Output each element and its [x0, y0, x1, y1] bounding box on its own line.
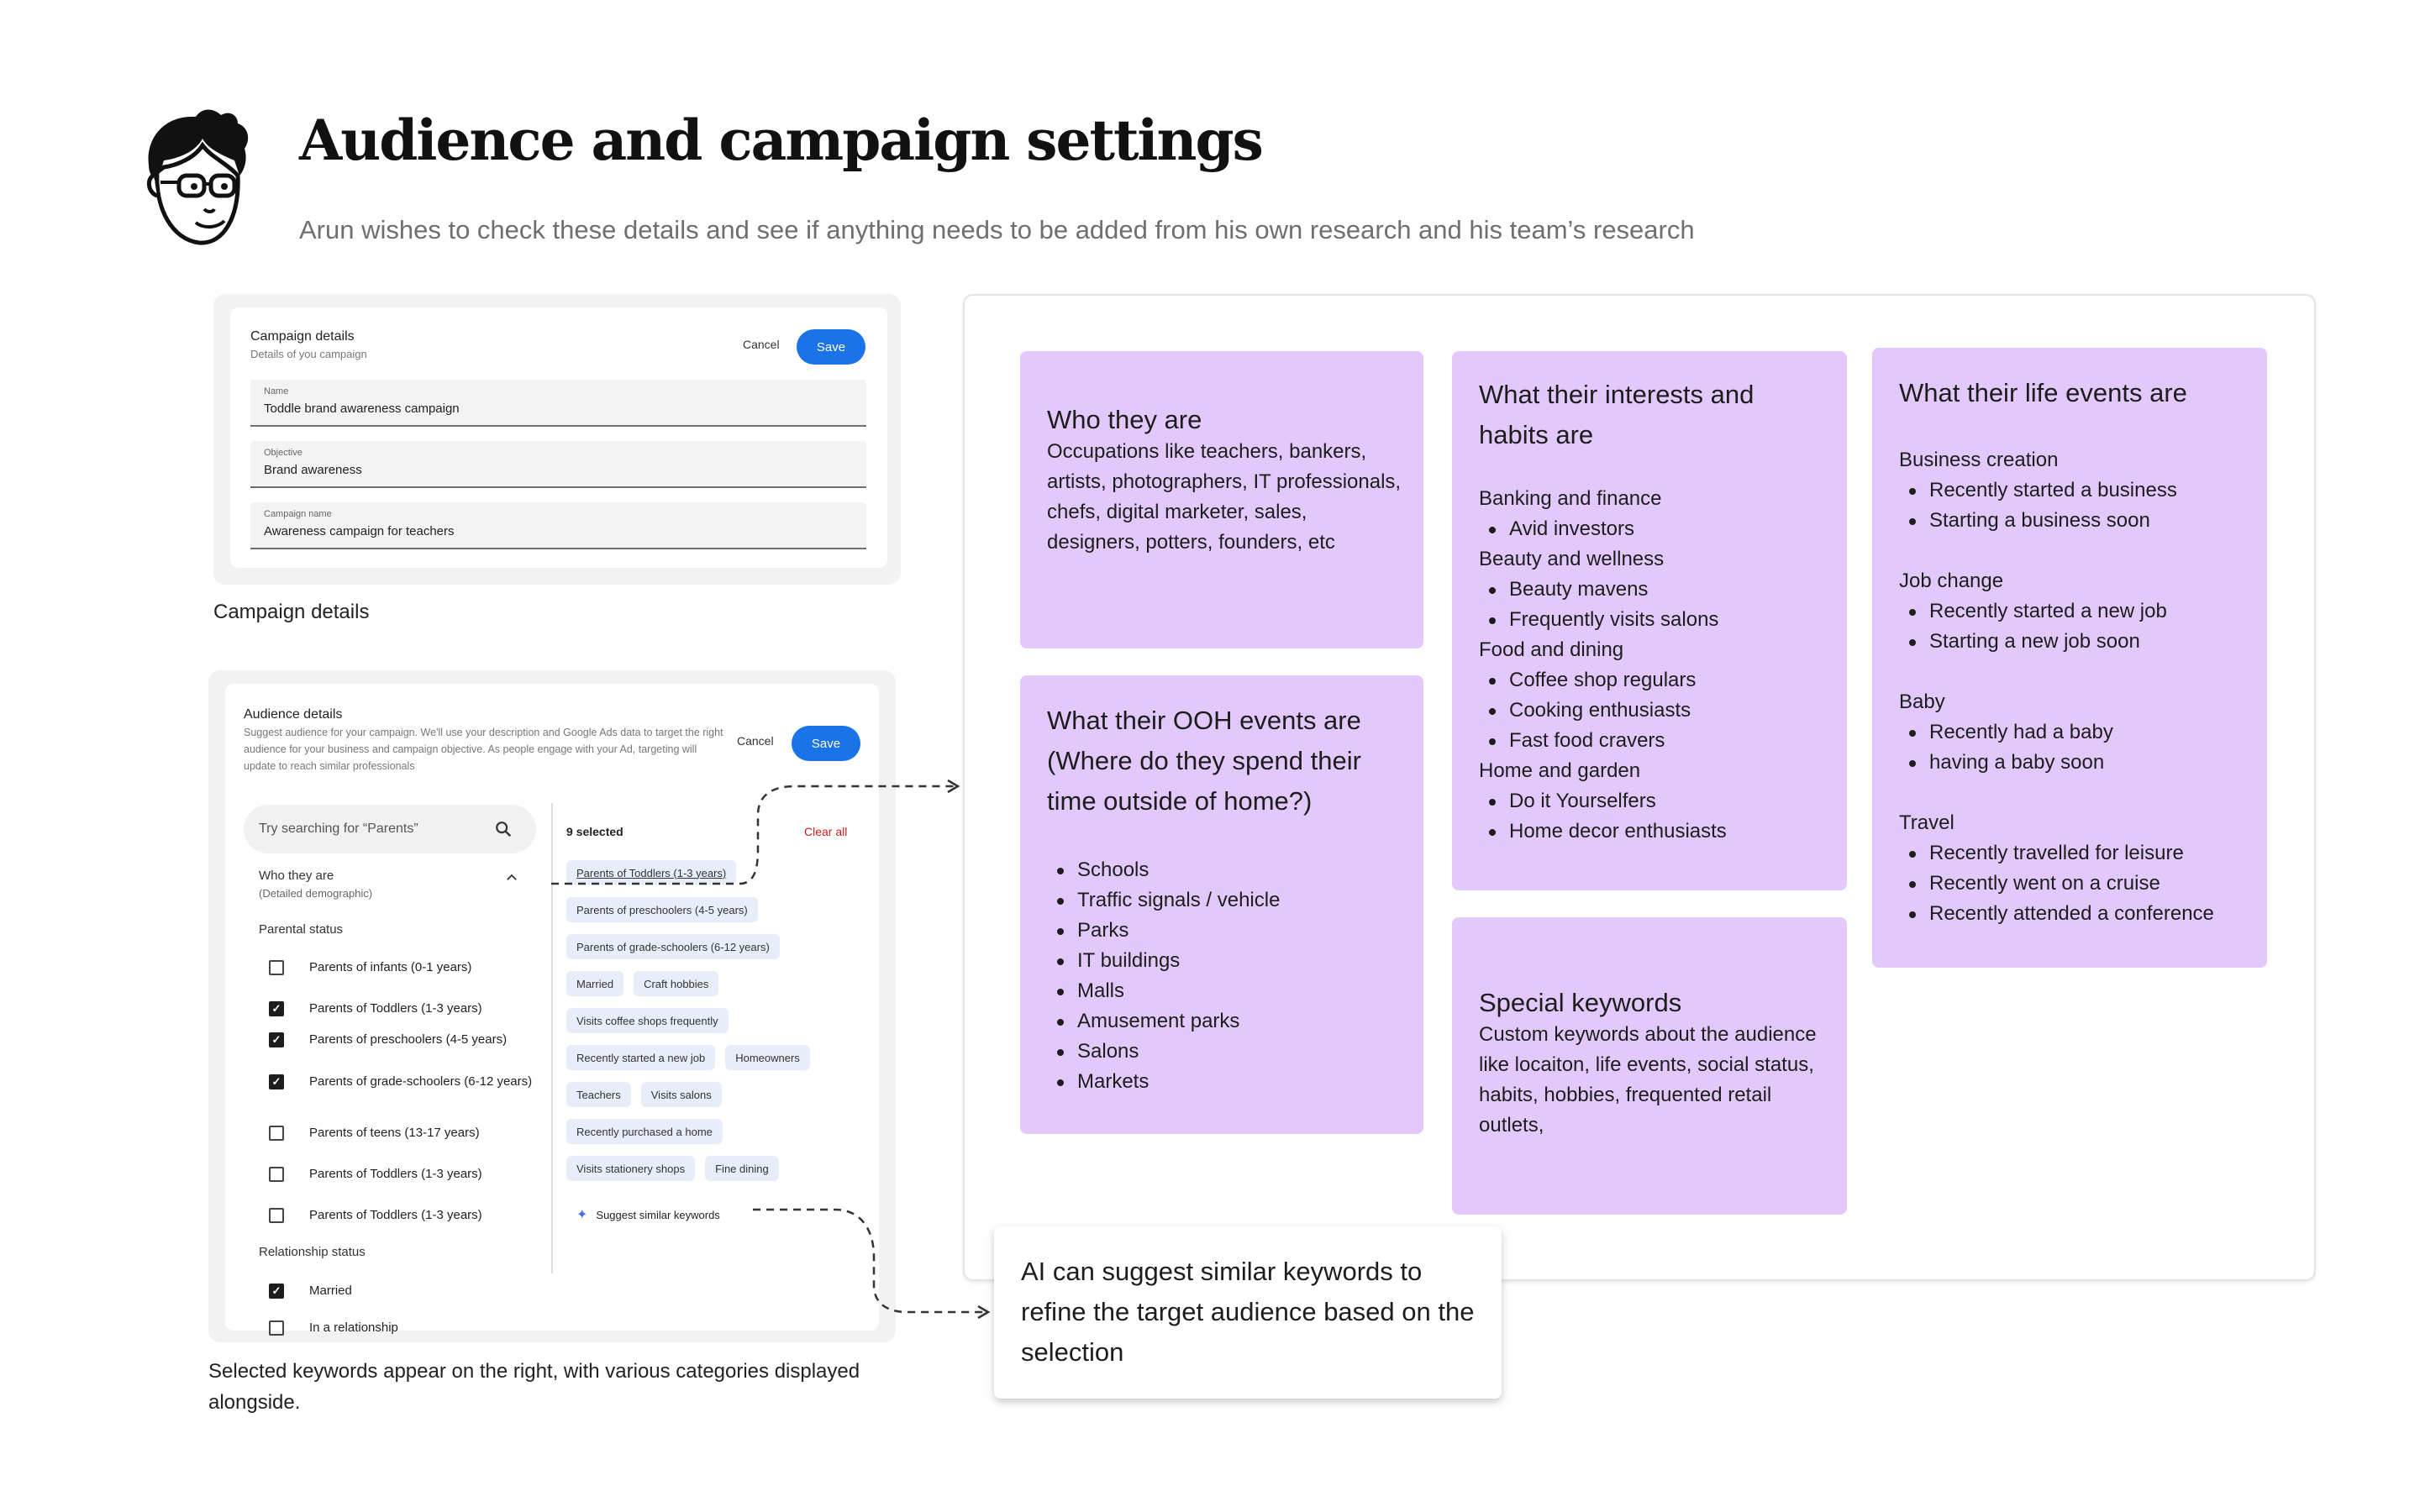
audience-category-list	[225, 684, 551, 1335]
checkbox-parents-toddlers-2[interactable]	[269, 1164, 546, 1184]
group-list	[1899, 717, 2247, 778]
list-item: Schools	[1047, 855, 1403, 885]
keyword-chip[interactable]: Visits stationery shops	[566, 1156, 695, 1181]
group-title: Travel	[1899, 811, 1954, 834]
tile-heading: What their life events are	[1899, 378, 2187, 407]
group-title: Job change	[1899, 570, 2004, 592]
group-title: Food and dining	[1479, 638, 1624, 661]
list-item: Recently started a business	[1899, 475, 2247, 506]
field-label: Campaign name	[264, 509, 332, 519]
list-item: Recently attended a conference	[1899, 899, 2247, 929]
section-hint: (Detailed demographic)	[259, 887, 373, 900]
list-item: Traffic signals / vehicle	[1047, 885, 1403, 916]
group-title: Business creation	[1899, 449, 2059, 471]
group-title: Beauty and wellness	[1479, 548, 1665, 570]
campaign-details-card	[230, 307, 887, 568]
group-list	[1479, 514, 1827, 544]
checkbox[interactable]	[269, 1126, 284, 1141]
checkbox-checked[interactable]: ✓	[269, 1284, 284, 1299]
field-value: Brand awareness	[264, 463, 362, 477]
list-item: Markets	[1047, 1067, 1403, 1097]
checkbox-parents-preschoolers[interactable]	[269, 1030, 546, 1049]
parental-status-label: Parental status	[259, 922, 344, 937]
group-list	[1479, 575, 1827, 635]
group-title: Home and garden	[1479, 759, 1641, 782]
campaign-details-frame	[213, 294, 901, 585]
checkbox-label: Parents of Toddlers (1-3 years)	[309, 1001, 482, 1016]
checkbox-label: In a relationship	[309, 1320, 398, 1335]
tile-interests-habits	[1452, 351, 1847, 890]
page-title: Audience and campaign settings	[299, 108, 1262, 173]
list-item: Coffee shop regulars	[1479, 665, 1827, 696]
section-title-who[interactable]: Who they are	[259, 869, 334, 883]
checkbox-parents-infants[interactable]	[269, 958, 546, 977]
list-item: Recently started a new job	[1899, 596, 2247, 627]
arrow-head-icon	[948, 780, 958, 792]
list-item: Cooking enthusiasts	[1479, 696, 1827, 726]
checkbox-checked[interactable]: ✓	[269, 1074, 284, 1089]
campaign-name-field[interactable]	[250, 380, 866, 427]
chip-row	[566, 1119, 877, 1144]
list-item: Recently had a baby	[1899, 717, 2247, 748]
campaign-card-subtitle: Details of you campaign	[250, 348, 367, 360]
group-title: Banking and finance	[1479, 487, 1662, 510]
list-item: Frequently visits salons	[1479, 605, 1827, 635]
chevron-up-icon[interactable]	[504, 870, 519, 885]
checkbox-label: Parents of preschoolers (4-5 years)	[309, 1032, 508, 1047]
list-item: Starting a business soon	[1899, 506, 2247, 536]
list-item: Recently travelled for leisure	[1899, 838, 2247, 869]
persona-avatar	[130, 105, 256, 256]
ai-suggestion-note: AI can suggest similar keywords to refine the target audience based on the selection	[994, 1226, 1502, 1399]
chip-row	[566, 971, 877, 996]
suggest-keywords-button[interactable]	[576, 1206, 720, 1223]
audience-details-card	[225, 684, 879, 1335]
tile-heading: Who they are	[1047, 405, 1202, 434]
group-list	[1479, 786, 1827, 847]
campaign-cancel-button[interactable]: Cancel	[743, 338, 780, 351]
audience-details-caption: Selected keywords appear on the right, with various categories displayed alongside.	[208, 1360, 860, 1414]
audience-card-title: Audience details	[244, 707, 343, 722]
tile-ooh-events	[1020, 675, 1423, 1134]
checkbox[interactable]	[269, 1320, 284, 1336]
list-item: Amusement parks	[1047, 1006, 1403, 1037]
checkbox[interactable]	[269, 1208, 284, 1223]
search-placeholder: Try searching for “Parents”	[259, 822, 418, 836]
tile-text: Occupations like teachers, bankers, artists, photographers, IT professionals, chefs, digital marketer, sales, designers, potters, founders, etc	[1047, 440, 1402, 554]
tile-special-keywords	[1452, 917, 1847, 1215]
audience-insights-board	[963, 294, 2316, 1281]
keyword-chip[interactable]: Visits salons	[641, 1082, 722, 1107]
list-item: Salons	[1047, 1037, 1403, 1067]
relationship-status-label: Relationship status	[259, 1245, 366, 1259]
list-item: Do it Yourselfers	[1479, 786, 1827, 816]
list-item: Parks	[1047, 916, 1403, 946]
audience-cancel-button[interactable]: Cancel	[737, 734, 774, 748]
checkbox-label: Parents of Toddlers (1-3 years)	[309, 1208, 482, 1222]
keyword-chip[interactable]: Fine dining	[705, 1156, 779, 1181]
field-label: Objective	[264, 448, 302, 458]
campaign-title-field[interactable]	[250, 502, 866, 549]
keyword-chip[interactable]: Craft hobbies	[634, 971, 718, 996]
selected-keyword-chips	[566, 860, 877, 1193]
keyword-chip[interactable]: Recently purchased a home	[566, 1119, 723, 1144]
list-item: IT buildings	[1047, 946, 1403, 976]
checkbox-label: Married	[309, 1284, 352, 1298]
objective-field[interactable]	[250, 441, 866, 488]
checkbox-label: Parents of infants (0-1 years)	[309, 960, 472, 974]
arrow-head-icon	[978, 1306, 988, 1318]
chip-row	[566, 1008, 877, 1033]
campaign-card-title: Campaign details	[250, 329, 355, 344]
tile-who-they-are	[1020, 351, 1423, 648]
chip-row	[566, 1156, 877, 1181]
keyword-chip[interactable]: Visits coffee shops frequently	[566, 1008, 729, 1033]
panel-divider	[551, 803, 553, 1273]
list-item: Home decor enthusiasts	[1479, 816, 1827, 847]
keyword-chip[interactable]: Recently started a new job	[566, 1045, 715, 1070]
page-subtitle: Arun wishes to check these details and see if anything needs to be added from his own research and his team’s research	[299, 215, 1695, 244]
tile-text: Custom keywords about the audience like locaiton, life events, social status, habits, hobbies, frequented retail outlets,	[1479, 1023, 1817, 1137]
list-item: Starting a new job soon	[1899, 627, 2247, 657]
group-list	[1899, 838, 2247, 929]
field-value: Awareness campaign for teachers	[264, 524, 455, 538]
group-list	[1899, 596, 2247, 657]
suggest-label: Suggest similar keywords	[596, 1208, 720, 1221]
tile-heading: What their OOH events are (Where do they spend their time outside of home?)	[1047, 706, 1361, 816]
list-item: Fast food cravers	[1479, 726, 1827, 756]
list-item: Beauty mavens	[1479, 575, 1827, 605]
chip-row	[566, 897, 877, 922]
checkbox[interactable]	[269, 960, 284, 975]
keyword-chip[interactable]: Married	[566, 971, 623, 996]
tile-heading: Special keywords	[1479, 988, 1682, 1017]
checkbox-parents-grade-schoolers[interactable]	[269, 1072, 546, 1091]
checkbox-parents-toddlers[interactable]	[269, 999, 546, 1018]
group-list	[1899, 475, 2247, 536]
checkbox-parents-teens[interactable]	[269, 1123, 546, 1142]
tile-heading: What their interests and habits are	[1479, 380, 1754, 449]
checkbox-label: Parents of teens (13-17 years)	[309, 1126, 480, 1140]
life-events-groups	[1899, 445, 2247, 929]
audience-card-description: Suggest audience for your campaign. We'll use your description and Google Ads data to target the right audience for your business and campaign objective. As people engage with your Ad, targeting will update to reach similar professionals	[244, 727, 723, 772]
field-value: Toddle brand awareness campaign	[264, 402, 460, 416]
checkbox-checked[interactable]: ✓	[269, 1032, 284, 1047]
group-list	[1479, 665, 1827, 756]
list-item: Recently went on a cruise	[1899, 869, 2247, 899]
sparkle-icon: ✦	[576, 1208, 588, 1222]
list-item: Malls	[1047, 976, 1403, 1006]
keyword-chip[interactable]: Homeowners	[725, 1045, 810, 1070]
selected-count: 9 selected	[566, 825, 623, 838]
checkbox-parents-toddlers-3[interactable]	[269, 1205, 546, 1225]
campaign-details-caption: Campaign details	[213, 601, 370, 623]
keyword-chip[interactable]: Parents of preschoolers (4-5 years)	[566, 897, 758, 922]
checkbox-checked[interactable]: ✓	[269, 1001, 284, 1016]
keyword-chip[interactable]: Parents of Toddlers (1-3 years)	[566, 860, 736, 885]
chip-row	[566, 860, 877, 885]
keyword-chip[interactable]: Parents of grade-schoolers (6-12 years)	[566, 934, 780, 959]
list-item: having a baby soon	[1899, 748, 2247, 778]
ooh-list	[1047, 855, 1403, 1097]
list-item: Avid investors	[1479, 514, 1827, 544]
clear-all-button[interactable]: Clear all	[804, 825, 848, 838]
checkbox-relationship[interactable]	[269, 1318, 546, 1337]
checkbox-married[interactable]	[269, 1281, 546, 1300]
group-title: Baby	[1899, 690, 1945, 713]
campaign-save-button[interactable]: Save	[797, 329, 865, 365]
interests-groups	[1479, 484, 1827, 847]
chip-row	[566, 1082, 877, 1107]
chip-row	[566, 934, 877, 959]
checkbox-label: Parents of grade-schoolers (6-12 years)	[309, 1074, 533, 1089]
audience-save-button[interactable]: Save	[792, 726, 860, 761]
tile-life-events	[1872, 348, 2267, 968]
checkbox-label: Parents of Toddlers (1-3 years)	[309, 1167, 482, 1181]
chip-row	[566, 1045, 877, 1070]
audience-details-frame	[208, 670, 896, 1342]
keyword-chip[interactable]: Teachers	[566, 1082, 631, 1107]
field-label: Name	[264, 386, 289, 396]
checkbox[interactable]	[269, 1167, 284, 1182]
